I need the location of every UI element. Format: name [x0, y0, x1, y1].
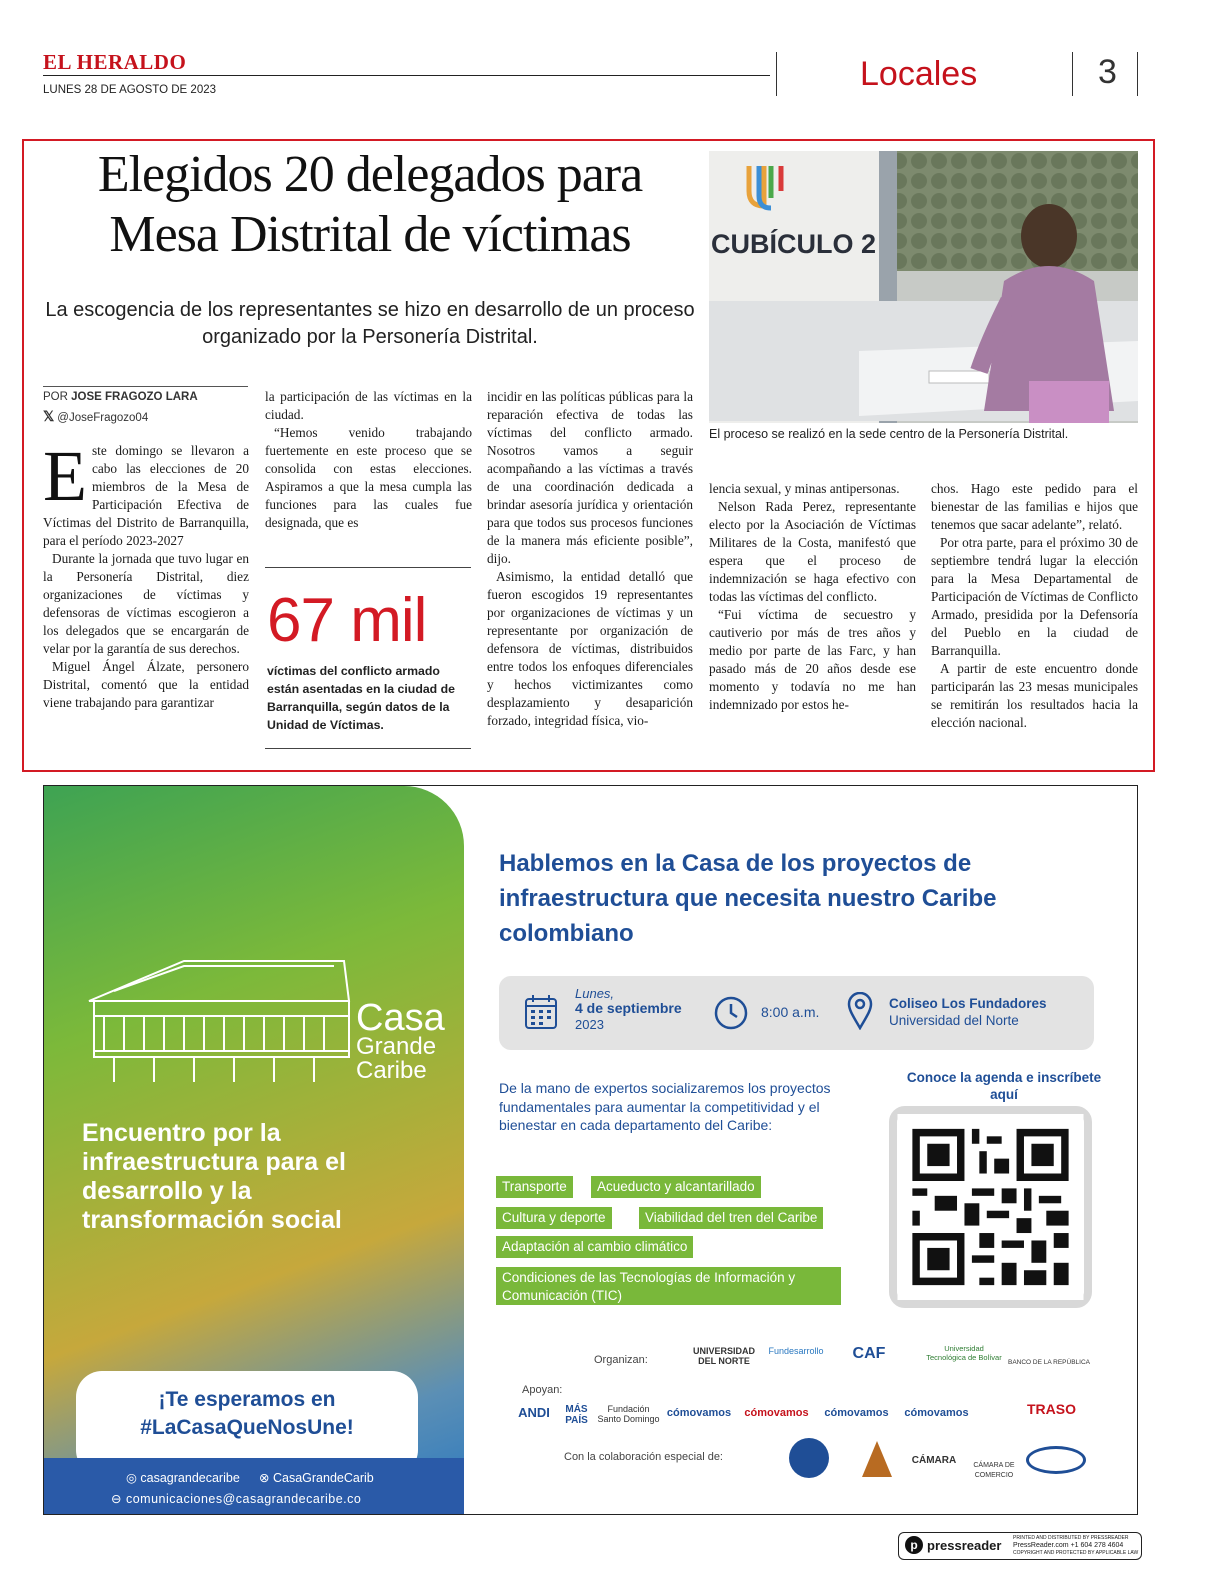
paragraph: Durante la jornada que tuvo lugar en la Personería Distrital, diez organizaciones de víctimas y defensoras de víctimas escogieron a los delegados que se encargarán de velar por la garantía de sus derechos. [43, 551, 249, 656]
paragraph: Por otra parte, para el próximo 30 de septiembre tendrá lugar la elección para la Mesa Departamental de Participación de Víctimas de Conflicto Armado, presidida por la Defensoría del Pueblo en la ciudad de Barranquilla. [931, 535, 1138, 658]
pressreader-note-line: COPYRIGHT AND PROTECTED BY APPLICABLE LAW [1013, 1550, 1139, 1556]
topic-tag: Condiciones de las Tecnologías de Información y Comunicación (TIC) [496, 1267, 841, 1305]
collaboration-label: Con la colaboración especial de: [564, 1451, 723, 1463]
author-name: JOSE FRAGOZO LARA [71, 391, 198, 403]
photo-caption: El proceso se realizó en la sede centro de la Personería Distrital. [709, 427, 1069, 441]
social-email[interactable] [111, 1491, 361, 1506]
byline-prefix: POR [43, 391, 68, 403]
calendar-icon [524, 994, 558, 1030]
organizers-label: Organizan: [594, 1354, 648, 1366]
collaborator-seal-icon [789, 1438, 829, 1478]
ad-brand [356, 997, 445, 1084]
social-x[interactable] [259, 1470, 374, 1485]
ad-invite-text [76, 1386, 418, 1442]
pressreader-note-line: PRINTED AND DISTRIBUTED BY PRESSREADER [1013, 1535, 1129, 1541]
masthead-divider [1137, 52, 1138, 96]
paragraph: lencia sexual, y minas antipersonas. [709, 481, 900, 496]
paragraph: A partir de este encuentro donde participarán las 23 mesas municipales se remitirán los resultados hacia la elección nacional. [931, 661, 1138, 730]
topic-tag: Adaptación al cambio climático [496, 1236, 693, 1258]
invite-hashtag[interactable]: #LaCasaQueNosUne! [140, 1416, 354, 1439]
event-date-day: Lunes, [575, 986, 615, 1001]
author-handle-text: @JoseFragozo04 [57, 412, 149, 424]
qr-code-frame[interactable] [889, 1106, 1092, 1308]
organizer-logo: CAF [852, 1345, 886, 1362]
ad-description: De la mano de expertos socializaremos los proyectos fundamentales para aumentar la competitividad y el bienestar en cada departamento del Caribe: [499, 1080, 831, 1133]
event-time: 8:00 a.m. [761, 1004, 820, 1020]
social-instagram-text: casagrandecaribe [140, 1471, 240, 1485]
paragraph: Asimismo, la entidad detalló que fueron escogidos 19 representantes por organizaciones de víctimas y un representante por organización de defensora de víctimas, distribuidos entre todos los enfoques diferenciales y hechos victimizantes como desplazamiento y desaparición forzado, integridad física, vio- [487, 569, 693, 728]
paragraph: Miguel Ángel Álzate, personero Distrital, comentó que la entidad viene trabajando para garantizar [43, 659, 249, 710]
brand-line: Caribe [356, 1057, 427, 1084]
social-instagram[interactable] [126, 1470, 240, 1485]
social-x-text: CasaGrandeCarib [272, 1471, 374, 1485]
highlight-number: 67 mil [267, 586, 427, 655]
ad-footer-band [44, 1458, 464, 1515]
qr-title: Conoce la agenda e inscríbete aquí [906, 1070, 1102, 1102]
topic-tag: Cultura y deporte [496, 1207, 612, 1229]
event-venue: Coliseo Los Fundadores [889, 996, 1047, 1011]
masthead-rule [43, 75, 770, 76]
ad-slogan: Encuentro por la infraestructura para el desarrollo y la transformación social [82, 1119, 346, 1234]
supporter-logo: cómovamos [744, 1407, 809, 1419]
supporters-label: Apoyan: [522, 1384, 563, 1396]
article-dek: La escogencia de los representantes se hizo en desarrollo de un proceso organizado por la Personería Distrital. [45, 299, 695, 348]
article-column-5 [931, 480, 1138, 732]
highlight-rule [265, 748, 471, 749]
collaborator-logo: CÁMARA [911, 1455, 957, 1466]
photo-sign-text: CUBÍCULO 2 [711, 229, 877, 259]
invite-line: ¡Te esperamos en [158, 1388, 336, 1411]
pressreader-note [1013, 1535, 1138, 1557]
x-icon: 𝕏 [43, 408, 55, 424]
supporter-logo: MÁS PAÍS [565, 1404, 588, 1426]
event-venue-sub: Universidad del Norte [889, 1013, 1019, 1028]
paragraph: “Hemos venido trabajando fuertemente en este proceso que se consolida con estas elecciones. Aspiramos a que la mesa cumpla las funciones para las cuales fue designada, que es [265, 425, 472, 530]
location-pin-icon [847, 992, 873, 1030]
article-column-4 [709, 480, 916, 714]
section-name: Locales [860, 55, 978, 93]
ad-title: Hablemos en la Casa de los proyectos de infraestructura que necesita nuestro Caribe colombiano [499, 850, 997, 947]
house-illustration-icon [84, 951, 354, 1086]
organizer-logo: BANCO DE LA REPÚBLICA [1008, 1359, 1090, 1366]
paragraph: la participación de las víctimas en la ciudad. [265, 389, 472, 422]
article-column-1 [43, 436, 249, 712]
byline [43, 391, 198, 403]
organizer-logo: Fundesarrollo [768, 1346, 824, 1356]
article-column-3 [487, 388, 693, 730]
brand-line: Casa [356, 997, 445, 1039]
paragraph: Nelson Rada Perez, representante electo por la Asociación de Víctimas Militares de la Costa, manifestó que espera que el proceso de indemnización se haga efectivo con todas las víctimas del conflicto. [709, 499, 916, 604]
supporter-logo: cómovamos [666, 1407, 732, 1419]
drop-cap: E [43, 436, 87, 516]
advertisement [43, 785, 1138, 1515]
supporter-logo: cómovamos [824, 1407, 889, 1419]
pressreader-badge [898, 1532, 1142, 1560]
email-icon: ⊖ [111, 1492, 122, 1506]
paragraph: chos. Hago este pedido para el bienestar de las familias e hijos que tenemos que sacar adelante”, relató. [931, 481, 1138, 532]
highlight-caption: víctimas del conflicto armado están asentadas en la ciudad de Barranquilla, según datos de la Unidad de Víctimas. [267, 664, 455, 732]
brand-line: Grande [356, 1033, 437, 1060]
event-date: 4 de septiembre [575, 1000, 682, 1016]
newspaper-logo: EL HERALDO [43, 50, 187, 74]
highlight-rule [265, 567, 471, 568]
collaborator-logo: CÁMARA DE COMERCIO [973, 1462, 1015, 1479]
masthead-divider [776, 52, 777, 96]
chamber-logo-icon [1026, 1446, 1086, 1474]
organizer-logo: Universidad Tecnológica de Bolívar [926, 1344, 1002, 1362]
topic-tag: Transporte [496, 1176, 573, 1198]
article-photo [709, 151, 1138, 423]
qr-code-icon [897, 1114, 1084, 1300]
event-year: 2023 [575, 1017, 604, 1032]
collaborator-emblem-icon [862, 1441, 892, 1477]
paragraph: incidir en las políticas públicas para la reparación efectiva de todas las víctimas del conflicto armado. Nosotros vamos a seguir acompañando a las víctimas a través de una coordinación dedicada a brindar asesoría jurídica y orientación para que todos sus procesos funciones de la manera más eficiente posible”, dijo. [487, 389, 693, 566]
article-headline: Elegidos 20 delegados para Mesa Distrital de víctimas [97, 146, 643, 263]
event-info-bar [499, 976, 1094, 1050]
organizer-logo: UNIVERSIDAD DEL NORTE [692, 1346, 755, 1366]
supporter-logo: ANDI [518, 1405, 550, 1420]
supporter-logo: Fundación Santo Domingo [597, 1404, 660, 1424]
issue-date: LUNES 28 DE AGOSTO DE 2023 [43, 84, 217, 96]
supporter-logo: cómovamos [904, 1407, 969, 1419]
paragraph: “Fui víctima de secuestro y cautiverio por más de tres años y medio por parte de las Farc, y han pasado más de 20 años desde ese momento y todavía no me han indemnizado por estos he- [709, 607, 916, 712]
pressreader-note-line: PressReader.com +1 604 278 4604 [1013, 1542, 1124, 1549]
pressreader-icon: p [905, 1536, 923, 1554]
topic-tag: Viabilidad del tren del Caribe [639, 1207, 823, 1229]
clock-icon [713, 995, 749, 1031]
byline-rule [43, 386, 248, 387]
pressreader-name: pressreader [927, 1538, 1002, 1553]
topic-tag: Acueducto y alcantarillado [591, 1176, 761, 1198]
author-handle[interactable] [43, 408, 148, 425]
article-column-2 [265, 388, 472, 532]
x-icon: ⊗ [259, 1471, 270, 1485]
social-email-text: comunicaciones@casagrandecaribe.co [125, 1492, 362, 1506]
page-number: 3 [1098, 53, 1117, 91]
paragraph: ste domingo se llevaron a cabo las elecciones de 20 miembros de la Mesa de Participación Efectiva de Víctimas del Distrito de Barranquilla, para el período 2023-2027 [43, 443, 249, 548]
masthead-divider [1072, 52, 1073, 96]
instagram-icon: ◎ [126, 1471, 137, 1485]
supporter-logo: TRASO [1027, 1401, 1076, 1417]
